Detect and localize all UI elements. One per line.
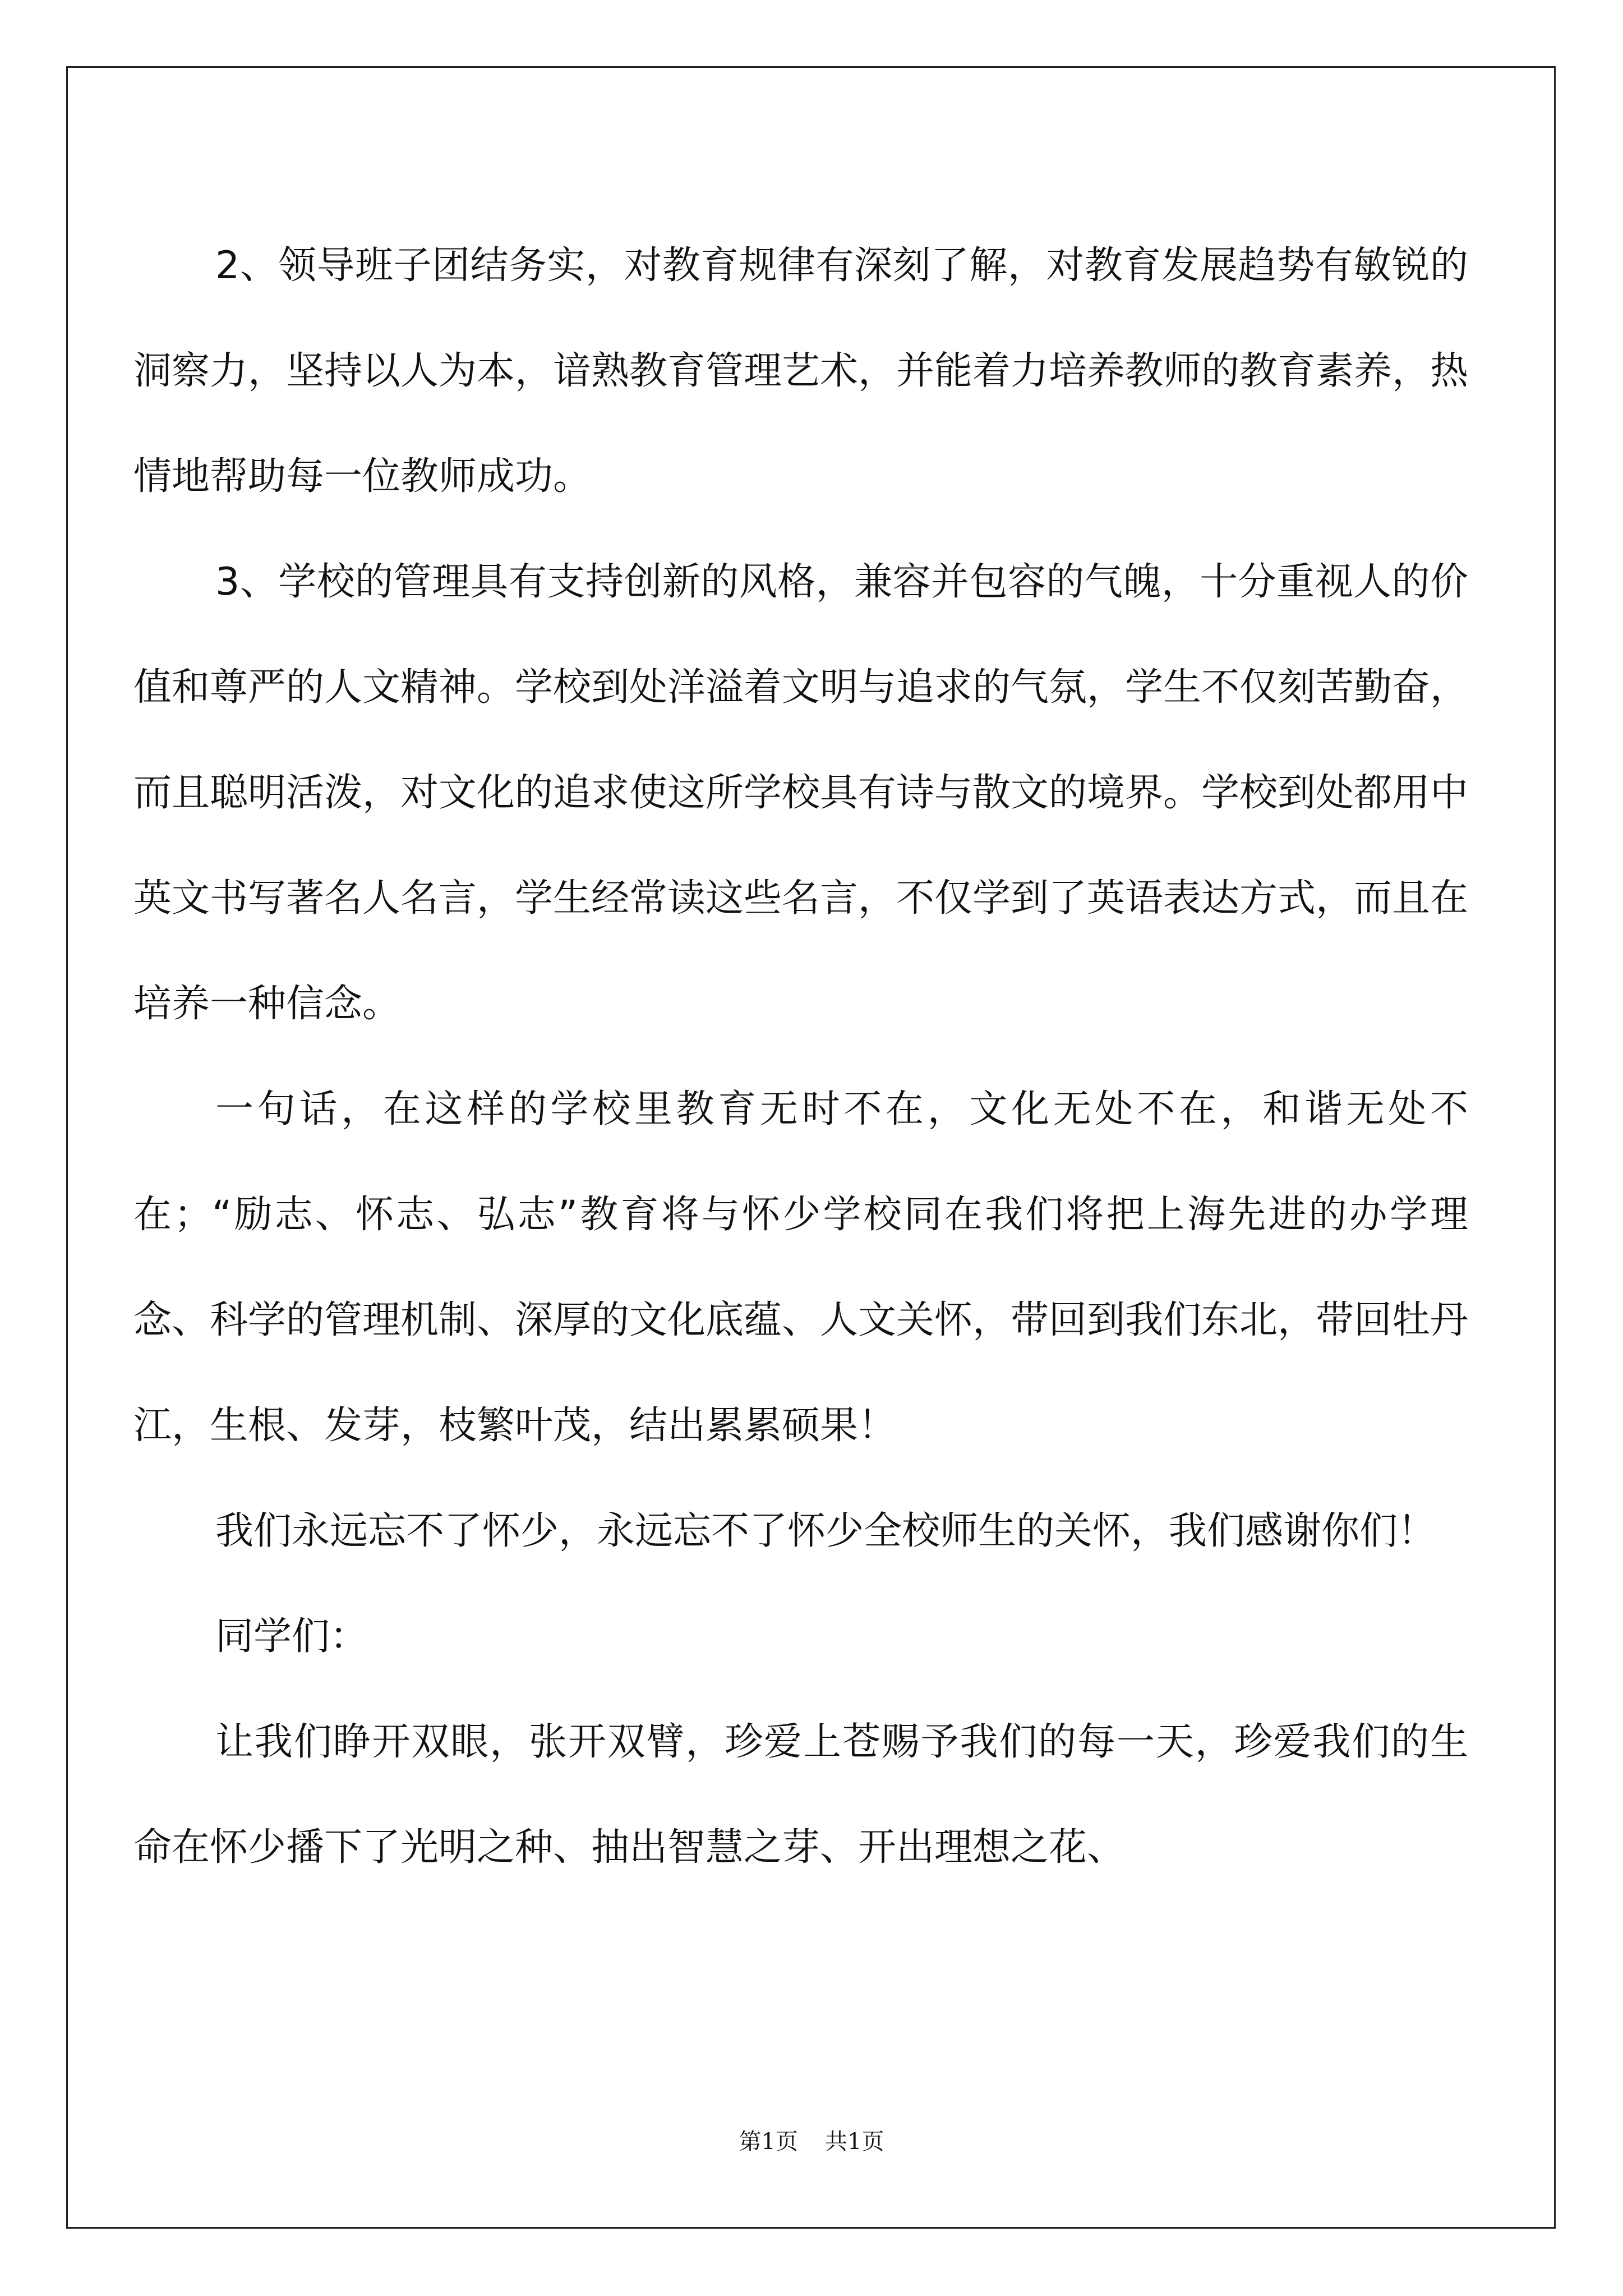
paragraph-summary: 一句话，在这样的学校里教育无时不在，文化无处不在，和谐无处不在；“励志、怀志、弘志”教育将与怀少学校同在我们将把上海先进的办学理念、科学的管理机制、深厚的文化底蕴、人文关怀，带回到我们东北，带回牡丹江，生根、发芽，枝繁叶茂，结出累累硕果！ (133, 1087, 1469, 1448)
paragraph-school-management: 3、学校的管理具有支持创新的风格，兼容并包容的气魄，十分重视人的价值和尊严的人文精神。学校到处洋溢着文明与追求的气氛，学生不仅刻苦勤奋，而且聪明活泼，对文化的追求使这所学校具有诗与散文的境界。学校到处都用中英文书写著名人名言，学生经常读这些名言，不仅学到了英语表达方式，而且在培养一种信念。 (133, 560, 1469, 1026)
paragraph-thanks: 我们永远忘不了怀少，永远忘不了怀少全校师生的关怀，我们感谢你们！ (215, 1509, 1436, 1553)
paragraph-salutation: 同学们： (215, 1614, 368, 1659)
page-total: 共1页 (825, 2129, 884, 2155)
page-number: 第1页 (739, 2129, 798, 2155)
paragraph-closing: 让我们睁开双眼，张开双臂，珍爱上苍赐予我们的每一天，珍爱我们的生命在怀少播下了光明之种、抽出智慧之芽、开出理想之花、 (133, 1720, 1468, 1870)
document-body (133, 213, 1468, 1901)
page-footer (0, 2125, 1623, 2159)
paragraph-leadership: 2、领导班子团结务实，对教育规律有深刻了解，对教育发展趋势有敏锐的洞察力，坚持以人为本，谙熟教育管理艺术，并能着力培养教师的教育素养，热情地帮助每一位教师成功。 (133, 243, 1469, 499)
